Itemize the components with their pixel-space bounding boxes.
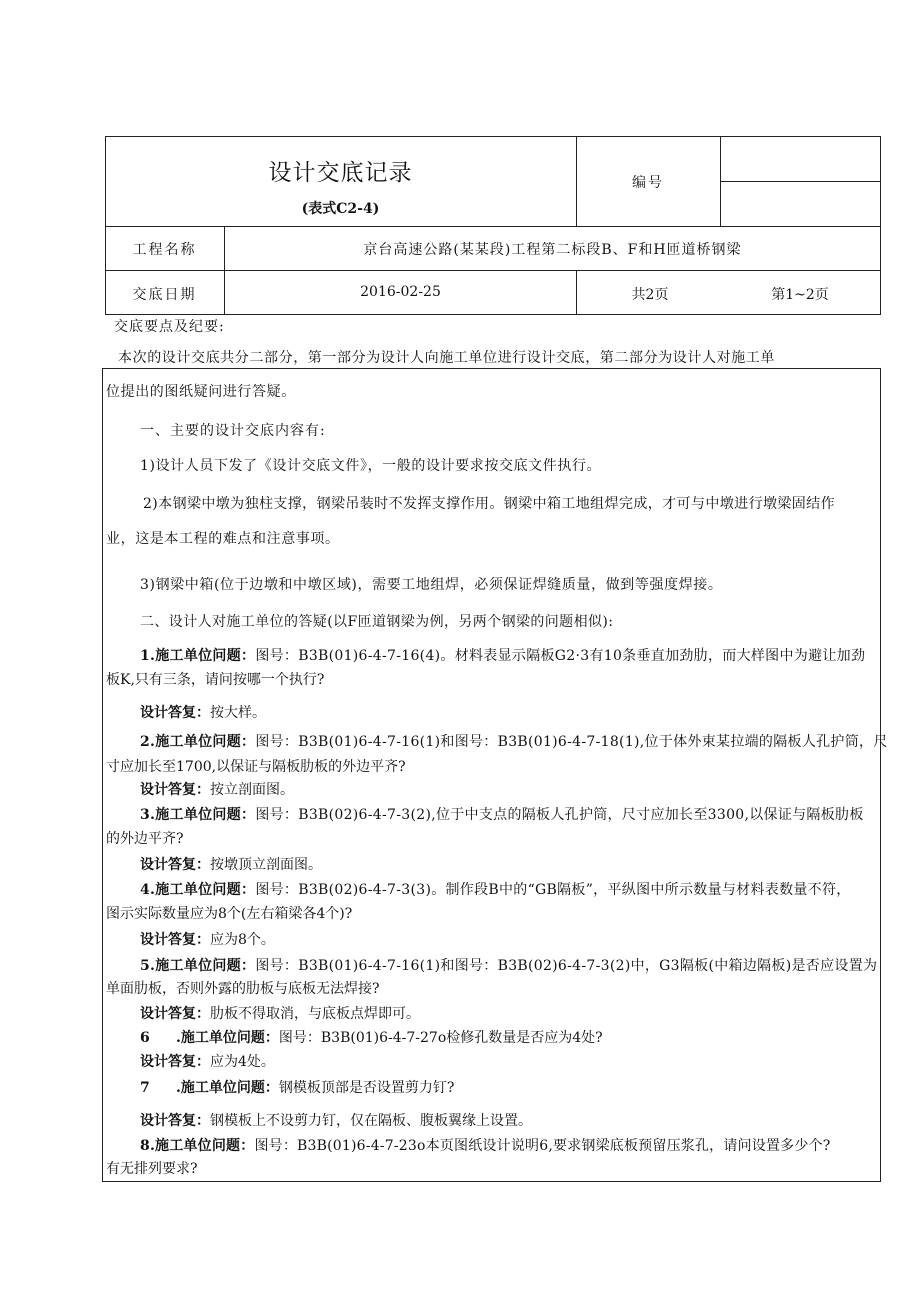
qa-4-question: 4.施工单位问题：图号：B3B(02)6-4-7-3(3)。制作段B中的“GB隔板”，平纵图中所示数量与材料表数量不符， (140, 882, 851, 898)
date-label: 交底日期 (132, 287, 197, 303)
project-label: 工程名称 (132, 242, 197, 258)
section-label: 交底要点及纪要: (114, 319, 225, 335)
content-item: 3)钢梁中箱(位于边墩和中墩区域)，需要工地组焊，必须保证焊缝质量，做到等强度焊接。 (140, 577, 723, 593)
qa-5-question: 5.施工单位问题：图号：B3B(01)6-4-7-16(1)和图号：B3B(02)6-4-7-3(2)中，G3隔板(中箱边隔板)是否应设置为 (140, 958, 878, 974)
table-border-bottom (105, 314, 881, 315)
qa-1-question: 1.施工单位问题：图号：B3B(01)6-4-7-16(4)。材料表显示隔板G2·3有10条垂直加劲肋，而大样图中为避让加劲 (140, 648, 866, 664)
number-label: 编号 (632, 175, 664, 191)
intro-line-1: 本次的设计交底共分二部分，第一部分为设计人向施工单位进行设计交底，第二部分为设计人对施工单 (118, 350, 775, 366)
qa-5-answer: 设计答复：肋板不得取消，与底板点焊即可。 (140, 1006, 420, 1022)
content-item: 1)设计人员下发了《设计交底文件》，一般的设计要求按交底文件执行。 (140, 458, 602, 474)
content-item: 2)本钢梁中墩为独柱支撑，钢梁吊装时不发挥支撑作用。钢梁中箱工地组焊完成，才可与中墩进行墩梁固结作 (143, 496, 835, 512)
qa-2-question-cont: 寸应加长至1700,以保证与隔板肋板的外边平齐? (106, 759, 406, 775)
project-value: 京台高速公路(某某段)工程第二标段B、F和H匝道桥钢梁 (363, 242, 742, 258)
qa-4-question-cont: 图示实际数量应为8个(左右箱梁各4个)? (106, 906, 353, 922)
table-divider (105, 270, 881, 271)
qa-7-question: 7 .施工单位问题：钢模板顶部是否设置剪力钉? (140, 1080, 455, 1096)
qa-3-answer: 设计答复：按墩顶立剖面图。 (140, 857, 322, 873)
qa-5-question-cont: 单面肋板，否则外露的肋板与底板无法焊接? (106, 981, 380, 997)
qa-3-question-cont: 的外边平齐? (106, 831, 184, 847)
form-code: (表式C2-4) (301, 201, 380, 217)
total-pages: 共2页 (631, 287, 669, 303)
intro-line-2: 位提出的图纸疑问进行答疑。 (106, 384, 296, 400)
content-item: 业，这是本工程的难点和注意事项。 (106, 531, 340, 547)
table-divider (720, 181, 881, 182)
qa-8-question: 8.施工单位问题：图号：B3B(01)6-4-7-23o本页图纸设计说明6,要求钢梁底板预留压浆孔，请问设置多少个? (140, 1138, 831, 1154)
page-title: 设计交底记录 (268, 160, 413, 186)
table-border-top (105, 136, 881, 137)
table-divider (105, 226, 881, 227)
table-divider (576, 270, 577, 315)
qa-6-answer: 设计答复：应为4处。 (140, 1054, 275, 1070)
qa-2-answer: 设计答复：按立剖面图。 (140, 782, 294, 798)
heading-1: 一、主要的设计交底内容有: (140, 423, 326, 439)
table-divider (720, 136, 721, 226)
qa-1-answer: 设计答复：按大样。 (140, 705, 266, 721)
qa-6-question: 6 .施工单位问题：图号：B3B(01)6-4-7-27o检修孔数量是否应为4处? (140, 1030, 603, 1046)
qa-1-question-cont: 板K,只有三条，请问按哪一个执行? (106, 672, 325, 688)
date-value: 2016-02-25 (360, 284, 441, 300)
qa-8-question-cont: 有无排列要求? (106, 1161, 198, 1177)
heading-2: 二、设计人对施工单位的答疑(以F匝道钢梁为例，另两个钢梁的问题相似): (140, 614, 614, 630)
qa-4-answer: 设计答复：应为8个。 (140, 932, 275, 948)
qa-2-question: 2.施工单位问题：图号：B3B(01)6-4-7-16(1)和图号：B3B(01)6-4-7-18(1),位于体外束某拉端的隔板人孔护筒，尺 (140, 734, 888, 750)
page-number: 第1~2页 (771, 287, 829, 303)
qa-7-answer: 设计答复：钢模板上不设剪力钉，仅在隔板、腹板翼缘上设置。 (140, 1113, 532, 1129)
qa-3-question: 3.施工单位问题：图号：B3B(02)6-4-7-3(2),位于中支点的隔板人孔护筒，尺寸应加长至3300,以保证与隔板肋板 (140, 807, 864, 823)
